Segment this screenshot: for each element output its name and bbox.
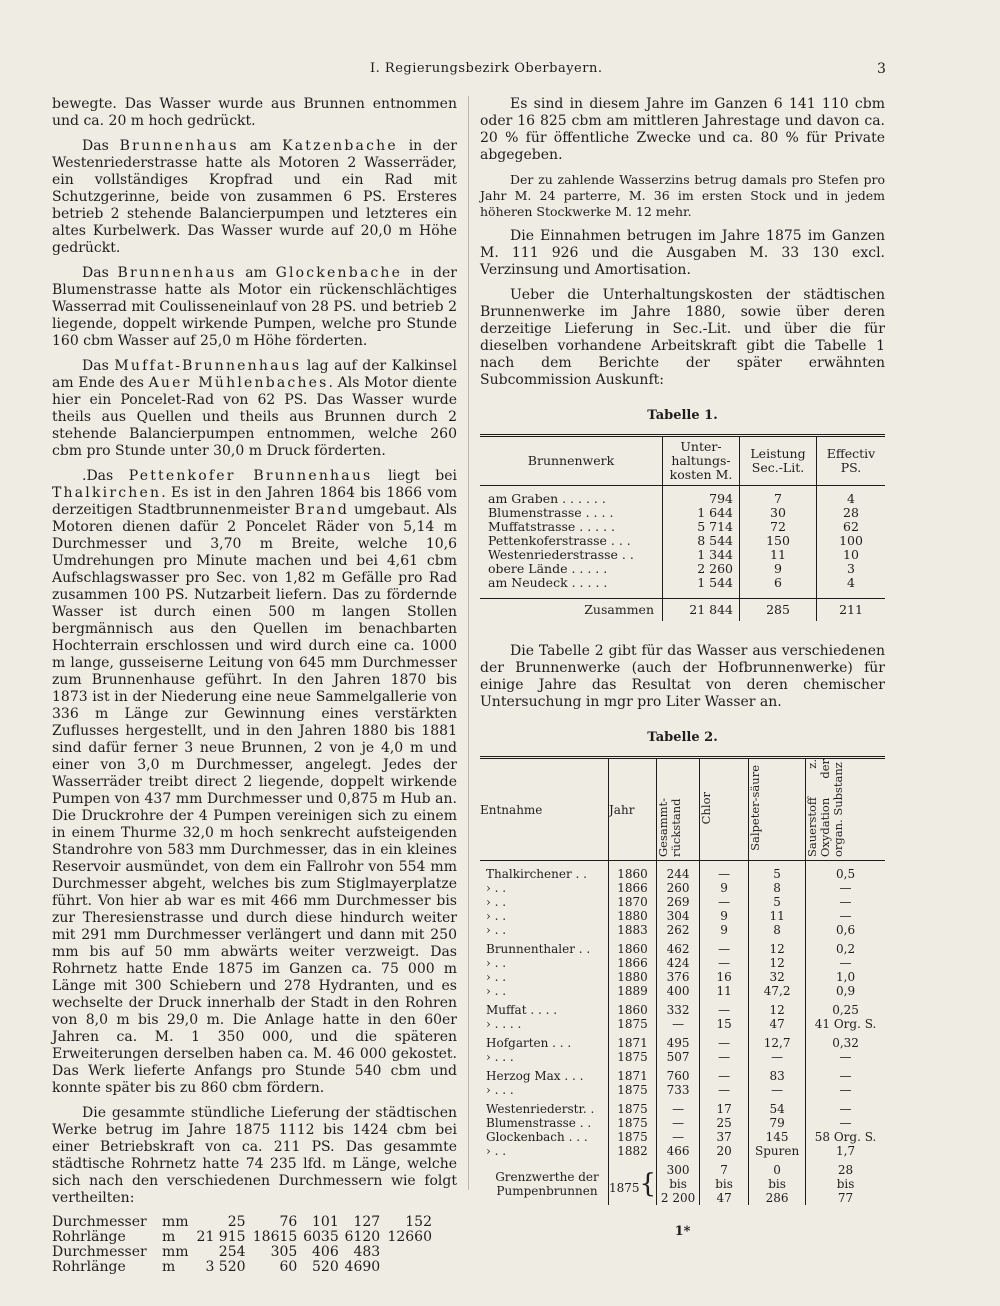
table1-header: Leistung Sec.-Lit.	[740, 436, 817, 486]
cell-ox: —	[806, 895, 885, 909]
cell-ox: —	[806, 1083, 885, 1097]
pipe-value: 152	[405, 1214, 432, 1230]
sum-ps: 211	[817, 599, 886, 622]
cell-sal: 12,7	[749, 1031, 806, 1050]
cell-res: 269	[657, 895, 700, 909]
cell-sal: 5	[749, 861, 806, 882]
cell-year: 1882	[609, 1144, 657, 1158]
cell-cl: —	[700, 1050, 749, 1064]
column-divider	[468, 96, 469, 1190]
pipe-value: 18615	[252, 1229, 298, 1245]
cell-sal: 12	[749, 937, 806, 956]
spacer-cell	[480, 590, 663, 599]
limit-value: 28	[837, 1163, 854, 1177]
cell-sal: 11	[749, 909, 806, 923]
cell-name: Pettenkoferstrasse . . .	[488, 533, 631, 548]
paragraph: bewegte. Das Wasser wurde aus Brunnen entnommen und ca. 20 m hoch gedrückt.	[52, 96, 457, 129]
limit-sal	[749, 1158, 806, 1205]
cell-res: 376	[657, 970, 700, 984]
table1-caption: Tabelle 1.	[647, 408, 718, 423]
limit-year-text: 1875	[609, 1180, 640, 1195]
cell-cost: 8 544	[663, 534, 740, 548]
cell-lit: 6	[740, 576, 817, 590]
limit-value: bis	[768, 1177, 786, 1191]
spacer-cell	[663, 590, 740, 599]
paragraph: Die Einnahmen betrugen im Jahre 1875 im Ganzen M. 111 926 und die Ausgaben M. 33 130 excl. Verzinsung und Amortisation.	[480, 228, 885, 278]
cell-cl: 11	[700, 984, 749, 998]
cell-res: 244	[657, 861, 700, 882]
pipe-value: 12660	[387, 1229, 432, 1245]
cell-lit: 9	[740, 562, 817, 576]
cell-cl: 15	[700, 1017, 749, 1031]
paragraph: Ueber die Unterhaltungskosten der städtischen Brunnenwerke im Jahre 1880, sowie über deren derzeitige Lieferung in Sec.-Lit. und über die für dieselben vorhandene Arbeitskraft gibt die Tabelle 1 nach dem Berichte der später erwähnten Subcommission Auskunft:	[480, 287, 885, 388]
cell-lit: 11	[740, 548, 817, 562]
cell-name: › . . . .	[486, 1017, 522, 1031]
table2-header: Jahr	[609, 758, 657, 861]
paragraph: Es sind in diesem Jahre im Ganzen 6 141 110 cbm oder 16 825 cbm am mittleren Jahrestage und davon ca. 20 % für öffentliche Zwecke und ca. 80 % für Private abgegeben.	[480, 96, 885, 163]
cell-sal: —	[749, 1050, 806, 1064]
pipe-value: 6120	[344, 1229, 381, 1245]
table2-header: Entnahme	[480, 758, 609, 861]
cell-cl: —	[700, 956, 749, 970]
cell-sal: 8	[749, 923, 806, 937]
cell-sal: 8	[749, 881, 806, 895]
cell-res: 304	[657, 909, 700, 923]
table-row	[480, 534, 885, 548]
table-sum-row	[480, 599, 885, 622]
cell-ox: 0,6	[806, 923, 885, 937]
cell-year: 1866	[609, 956, 657, 970]
cell-res: —	[657, 1097, 700, 1116]
cell-ps: 10	[817, 548, 886, 562]
cell-name: Thalkirchener . .	[486, 867, 587, 881]
cell-ox: —	[806, 909, 885, 923]
cell-ox: —	[806, 1050, 885, 1064]
table-row	[480, 1144, 885, 1158]
cell-ps: 3	[817, 562, 886, 576]
cell-name: › . . .	[486, 1083, 514, 1097]
cell-cl: 16	[700, 970, 749, 984]
cell-ox: —	[806, 956, 885, 970]
pipe-row	[52, 1215, 432, 1230]
cell-cost: 794	[663, 486, 740, 507]
paragraph: Der zu zahlende Wasserzins betrug damals pro Stefen pro Jahr M. 24 parterre, M. 36 im ersten Stock und in jedem höheren Stockwerke M. 12 mehr.	[480, 172, 885, 219]
table-row	[480, 1017, 885, 1031]
cell-name: › . .	[486, 984, 507, 998]
cell-year: 1871	[609, 1031, 657, 1050]
cell-res: 733	[657, 1083, 700, 1097]
cell-ps: 28	[817, 506, 886, 520]
cell-year: 1875	[609, 1097, 657, 1116]
limit-value: 2 200	[660, 1191, 696, 1205]
limit-cl	[700, 1158, 749, 1205]
pipe-label: Rohrlänge	[52, 1259, 126, 1275]
cell-ps: 100	[817, 534, 886, 548]
cell-name: › . .	[486, 895, 507, 909]
cell-cl: —	[700, 937, 749, 956]
cell-cl: 20	[700, 1144, 749, 1158]
pipe-value: 520	[312, 1259, 339, 1275]
table2-header: Chlor	[700, 758, 749, 861]
cell-ox: 58 Org. S.	[806, 1130, 885, 1144]
limit-value: bis	[669, 1177, 687, 1191]
cell-name: › . .	[486, 881, 507, 895]
table1-header: Brunnenwerk	[480, 436, 663, 486]
cell-year: 1889	[609, 984, 657, 998]
table2	[480, 756, 885, 1205]
pipe-label: Rohrlänge	[52, 1229, 126, 1245]
cell-name: Herzog Max . . .	[486, 1069, 584, 1083]
cell-lit: 150	[740, 534, 817, 548]
cell-ox: 1,7	[806, 1144, 885, 1158]
cell-ps: 4	[817, 486, 886, 507]
cell-ox: 0,25	[806, 998, 885, 1017]
table-row	[480, 1064, 885, 1083]
cell-cl: 37	[700, 1130, 749, 1144]
cell-cl: 25	[700, 1116, 749, 1130]
spacer-cell	[740, 590, 817, 599]
table-spacer	[480, 590, 885, 599]
cell-cost: 1 644	[663, 506, 740, 520]
cell-name: Muffat . . . .	[486, 1003, 558, 1017]
cell-res: 400	[657, 984, 700, 998]
paragraph: .Das Pettenkofer Brunnenhaus liegt bei Thalkirchen. Es ist in den Jahren 1864 bis 1866 vom derzeitigen Stadtbrunnenmeister Brand umgebaut. Als Motoren dienen dafür 2 Poncelet Räder von 5,14 m Durchmesser und 3,70 m Breite, welche 10,6 Umdrehungen pro Minute machen und bei 4,61 cbm Aufschlagswasser pro Sec. von 1,82 m Gefälle pro Rad zusammen 100 PS. Nutzarbeit liefern. Das zu fördernde Wasser ist durch einen 500 m langen Stollen bergmännisch aus den Quellen im benachbarten Hochterrain erschlossen und wird durch eine ca. 1000 m lange, gusseiserne Leitung von 645 mm Durchmesser zum Brunnenhause geführt. In den Jahren 1870 bis 1873 ist in der Niederung eine neue Sammelgallerie von 336 m Länge zur Gewinnung eines verstärkten Zuflusses hergestellt, und in den Jahren 1880 bis 1881 sind dafür ferner 3 neue Brunnen, 2 von je 4,0 m und einer von 3,0 m Durchmesser, angelegt. Jedes der Wasserräder treibt direct 2 liegende, doppelt wirkende Pumpen von 437 mm Durchmesser und 0,875 m Hub an. Die Druckrohre der 4 Pumpen vereinigen sich zu einem in einem Thurme 32,0 m hoch senkrecht aufsteigenden Standrohre von 583 mm Durchmesser, das in ein kleines Reservoir ausmündet, von dem ein Fallrohr von 554 mm Durchmesser abgeht, welches bis zum Stiglmayerplatze führt. Von hier ab war es mit 466 mm Durchmesser bis zur Theresienstrasse und durch diese hindurch weiter mit 291 mm Durchmesser verlängert und dann mit 250 mm bis auf 50 mm abwärts weiter verzweigt. Das Rohrnetz hatte Ende 1875 im Ganzen ca. 75 000 m Länge mit 300 Schiebern und 278 Hydranten, und es wechselte der Druck innerhalb der Stadt in den Rohren von 8,0 m bis 29,0 m. Die Anlage hatte in den 60er Jahren ca. M. 1 350 000, und die späteren Erweiterungen derselben haben ca. M. 46 000 gekostet. Das Werk lieferte Anfangs pro Stunde 540 cbm und konnte später bis zu 860 cbm fördern.	[52, 468, 458, 1096]
cell-ox: 1,0	[806, 970, 885, 984]
pipe-value: 76	[279, 1214, 298, 1230]
table-row	[480, 1097, 885, 1116]
pipe-diameter-table	[52, 1215, 432, 1275]
pipe-row	[52, 1230, 432, 1245]
cell-cost: 1 544	[663, 576, 740, 590]
cell-lit: 72	[740, 520, 817, 534]
cell-cost: 1 344	[663, 548, 740, 562]
limit-value: 47	[716, 1191, 732, 1205]
table-row	[480, 548, 885, 562]
cell-name: Blumenstrasse . .	[486, 1116, 592, 1130]
cell-cl: —	[700, 895, 749, 909]
cell-res: 760	[657, 1064, 700, 1083]
table-row	[480, 1031, 885, 1050]
cell-name: › . .	[486, 970, 507, 984]
cell-cl: —	[700, 1031, 749, 1050]
table1	[480, 434, 885, 621]
limit-value: 7	[720, 1163, 728, 1177]
cell-cl: 9	[700, 881, 749, 895]
right-column	[480, 96, 885, 1240]
cell-sal: 47,2	[749, 984, 806, 998]
limit-value: 300	[666, 1163, 690, 1177]
limit-value: 77	[837, 1191, 854, 1205]
cell-sal: 145	[749, 1130, 806, 1144]
limit-year	[609, 1158, 657, 1205]
cell-sal: 83	[749, 1064, 806, 1083]
cell-cost: 2 260	[663, 562, 740, 576]
cell-ox: —	[806, 881, 885, 895]
table-row	[480, 486, 885, 507]
cell-ox: —	[806, 1116, 885, 1130]
cell-res: —	[657, 1130, 700, 1144]
cell-res: 424	[657, 956, 700, 970]
cell-res: 462	[657, 937, 700, 956]
cell-name: Westenriederstrasse . .	[488, 547, 634, 562]
pipe-value: 483	[353, 1244, 381, 1260]
paragraph: Das Muffat-Brunnenhaus lag auf der Kalkinsel am Ende des Auer Mühlenbaches. Als Motor diente hier ein Poncelet-Rad von 62 PS. Das Wasser wurde theils aus Quellen und theils aus Brunnen durch 2 stehende Balancierpumpen entnommen, welche 260 cbm pro Stunde unter 30,0 m Druck förderten.	[52, 358, 457, 459]
paragraph: Das Brunnenhaus am Glockenbache in der Blumenstrasse hatte als Motor ein rückenschlächtiges Wasserrad mit Coulisseneinlauf von 28 PS. und betrieb 2 liegende, doppelt wirkende Pumpen, welche pro Stunde 160 cbm Wasser auf 25,0 m Höhe förderten.	[52, 265, 457, 349]
table1-header: Unter-haltungs-kosten M.	[663, 436, 740, 486]
cell-sal: 5	[749, 895, 806, 909]
page-header	[0, 61, 1000, 81]
pipe-value: 25	[227, 1214, 246, 1230]
pipe-value: 4690	[344, 1259, 381, 1275]
cell-year: 1875	[609, 1116, 657, 1130]
pipe-label: Durchmesser	[52, 1214, 147, 1230]
pipe-unit: mm	[162, 1214, 189, 1230]
pipe-value: 127	[353, 1214, 381, 1230]
brace-glyph: {	[639, 1168, 657, 1199]
table2-header: Salpeter-säure	[749, 758, 806, 861]
cell-sal: 12	[749, 956, 806, 970]
table-row	[480, 861, 885, 882]
table-row	[480, 1083, 885, 1097]
page-number: 3	[877, 61, 886, 77]
cell-res: —	[657, 1017, 700, 1031]
cell-year: 1880	[609, 970, 657, 984]
pipe-value: 6035	[303, 1229, 339, 1245]
cell-ox: —	[806, 1064, 885, 1083]
cell-year: 1875	[609, 1130, 657, 1144]
cell-name: › . .	[486, 909, 507, 923]
cell-cl: —	[700, 1064, 749, 1083]
table2-header: Sauerstoff z. Oxydation der organ. Substanz	[806, 758, 885, 861]
cell-sal: 54	[749, 1097, 806, 1116]
cell-name: am Neudeck . . . . .	[488, 575, 608, 590]
table-row	[480, 923, 885, 937]
limit-ox	[806, 1158, 885, 1205]
cell-res: 332	[657, 998, 700, 1017]
table-row	[480, 937, 885, 956]
cell-name: › . . .	[486, 1050, 514, 1064]
pipe-unit: m	[162, 1259, 176, 1275]
cell-name: Muffatstrasse . . . . .	[488, 519, 616, 534]
cell-name: Glockenbach . . .	[486, 1130, 588, 1144]
running-title: I. Regierungsbezirk Oberbayern.	[370, 61, 603, 76]
cell-name: › . .	[486, 923, 507, 937]
cell-year: 1883	[609, 923, 657, 937]
sum-cost: 21 844	[663, 599, 740, 622]
table1-header: Effectiv PS.	[817, 436, 886, 486]
table2-caption: Tabelle 2.	[647, 730, 718, 745]
cell-name: › . .	[486, 956, 507, 970]
table-row	[480, 576, 885, 590]
cell-name: Hofgarten . . .	[486, 1036, 572, 1050]
spacer-cell	[817, 590, 886, 599]
cell-sal: —	[749, 1083, 806, 1097]
pipe-unit: m	[162, 1229, 176, 1245]
cell-res: 507	[657, 1050, 700, 1064]
cell-ox: —	[806, 1097, 885, 1116]
paragraph: Die Tabelle 2 gibt für das Wasser aus verschiedenen der Brunnenwerke (auch der Hofbrunnenwerke) für einige Jahre das Resultat von deren chemischer Untersuchung in mgr pro Liter Wasser an.	[480, 643, 885, 710]
cell-sal: 79	[749, 1116, 806, 1130]
cell-res: —	[657, 1116, 700, 1130]
cell-ps: 62	[817, 520, 886, 534]
cell-year: 1875	[609, 1017, 657, 1031]
table-row	[480, 1050, 885, 1064]
cell-res: 262	[657, 923, 700, 937]
cell-sal: 32	[749, 970, 806, 984]
cell-year: 1880	[609, 909, 657, 923]
cell-year: 1875	[609, 1050, 657, 1064]
cell-year: 1860	[609, 998, 657, 1017]
limit-value: 0	[773, 1163, 781, 1177]
pipe-value: 101	[312, 1214, 339, 1230]
cell-ox: 0,5	[806, 861, 885, 882]
cell-cl: —	[700, 1083, 749, 1097]
cell-name: Westenriederstr. .	[486, 1102, 595, 1116]
cell-res: 495	[657, 1031, 700, 1050]
table-row	[480, 998, 885, 1017]
pipe-value: 3 520	[205, 1259, 246, 1275]
cell-cl: —	[700, 998, 749, 1017]
table-row	[480, 1130, 885, 1144]
table-row	[480, 984, 885, 998]
left-column	[52, 96, 457, 1275]
limit-value: 286	[765, 1191, 789, 1205]
limit-name: Grenzwerthe der Pumpenbrunnen	[495, 1170, 599, 1198]
cell-sal: 47	[749, 1017, 806, 1031]
pipe-label: Durchmesser	[52, 1244, 147, 1260]
table2-header: Gesammt-rückstand	[657, 758, 700, 861]
pipe-row	[52, 1260, 432, 1275]
cell-cl: 17	[700, 1097, 749, 1116]
cell-year: 1860	[609, 861, 657, 882]
pipe-value	[380, 1260, 432, 1275]
cell-sal: 12	[749, 998, 806, 1017]
table-row	[480, 881, 885, 895]
pipe-value: 21 915	[196, 1229, 246, 1245]
cell-name: › . .	[486, 1144, 507, 1158]
cell-year: 1875	[609, 1083, 657, 1097]
cell-ps: 4	[817, 576, 886, 590]
pipe-row	[52, 1245, 432, 1260]
table-row	[480, 970, 885, 984]
paragraph: Die gesammte stündliche Lieferung der städtischen Werke betrug im Jahre 1875 1112 bis 1424 cbm bei einer Betriebskraft von ca. 211 PS. Das gesammte städtische Rohrnetz hatte 74 235 lfd. m Länge, welche sich nach den verschiedenen Durchmessern wie folgt vertheilten:	[52, 1105, 457, 1206]
table-row	[480, 1116, 885, 1130]
cell-cl: —	[700, 861, 749, 882]
limit-row	[480, 1158, 885, 1205]
table-row	[480, 909, 885, 923]
pipe-value: 60	[279, 1259, 298, 1275]
cell-cost: 5 714	[663, 520, 740, 534]
cell-cl: 9	[700, 909, 749, 923]
table-row	[480, 895, 885, 909]
cell-ox: 0,9	[806, 984, 885, 998]
table-row	[480, 520, 885, 534]
cell-ox: 0,2	[806, 937, 885, 956]
cell-year: 1871	[609, 1064, 657, 1083]
pipe-value: 406	[312, 1244, 339, 1260]
sum-lit: 285	[740, 599, 817, 622]
table-row	[480, 562, 885, 576]
pipe-value	[380, 1245, 432, 1260]
cell-lit: 30	[740, 506, 817, 520]
cell-name: obere Lände . . . . .	[488, 561, 608, 576]
cell-year: 1860	[609, 937, 657, 956]
cell-lit: 7	[740, 486, 817, 507]
paragraph: Das Brunnenhaus am Katzenbache in der Westenriederstrasse hatte als Motoren 2 Wasserräder, ein vollständiges Kropfrad und ein Rad mit Schutzgerinne, beide von zusammen 6 PS. Ersteres betrieb 2 stehende Balancierpumpen und letzteres ein altes Kurbelwerk. Das Wasser wurde auf 20,0 m Höhe gedrückt.	[52, 138, 457, 256]
cell-year: 1870	[609, 895, 657, 909]
cell-name: Brunnenthaler . .	[486, 942, 591, 956]
cell-res: 466	[657, 1144, 700, 1158]
cell-year: 1866	[609, 881, 657, 895]
limit-res	[657, 1158, 700, 1205]
cell-res: 260	[657, 881, 700, 895]
cell-ox: 41 Org. S.	[806, 1017, 885, 1031]
pipe-value: 305	[270, 1244, 298, 1260]
pipe-unit: mm	[162, 1244, 189, 1260]
limit-value: bis	[715, 1177, 733, 1191]
cell-name: am Graben . . . . . .	[488, 491, 606, 506]
pipe-value: 254	[218, 1244, 246, 1260]
cell-ox: 0,32	[806, 1031, 885, 1050]
table-row	[480, 506, 885, 520]
signature-mark: 1*	[674, 1224, 691, 1239]
cell-cl: 9	[700, 923, 749, 937]
sum-label: Zusammen	[480, 599, 663, 622]
table-row	[480, 956, 885, 970]
cell-name: Blumenstrasse . . . .	[488, 505, 614, 520]
limit-value: bis	[836, 1177, 855, 1191]
cell-sal: Spuren	[749, 1144, 806, 1158]
